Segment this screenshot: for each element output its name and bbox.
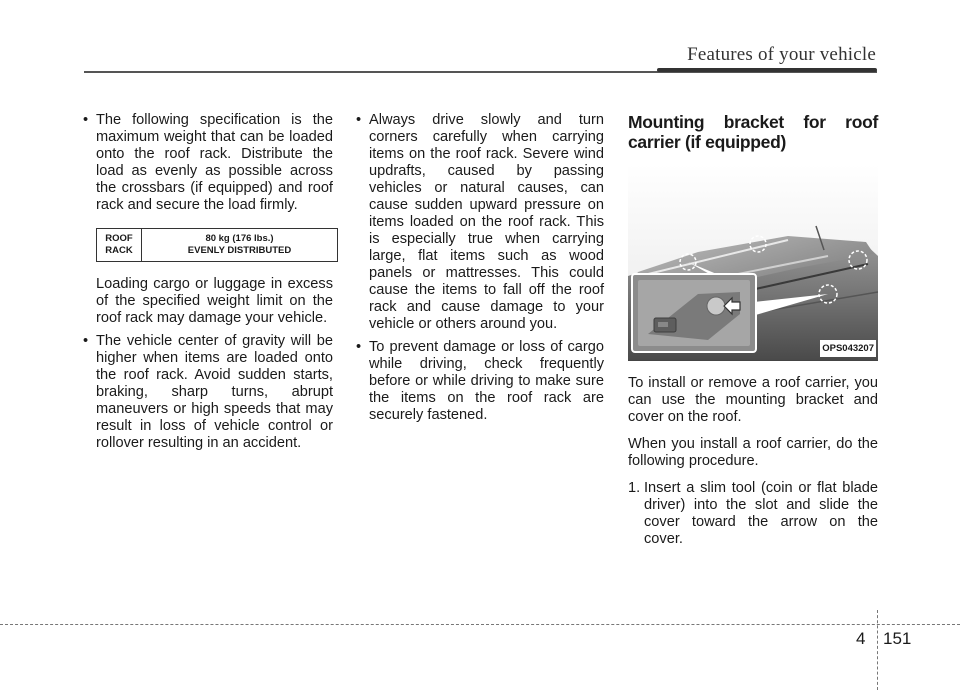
text-line: maximum weight that can be [96,129,290,145]
spec-value-line: EVENLY DISTRIBUTED [187,245,292,256]
spec-value-line: 80 kg (176 lbs.) [205,233,274,244]
column-2 [356,112,604,430]
text-line: possible across the crossbars (if [96,163,333,196]
header-title: Features of your vehicle [687,44,876,65]
spec-key-cell [97,229,142,262]
text-line: Distribute the load as evenly as [96,146,334,179]
page-number: 151 [883,629,912,648]
roof-rack-spec-table [96,228,338,262]
step-1 [628,480,878,548]
figure-code: OPS043207 [820,340,876,357]
load-warning-text: Loading cargo or luggage in excess of the specified weight limit on the roof rack may damage your vehicle. [96,276,333,326]
step-number: 1. [628,480,641,496]
spec-key-line: ROOF [105,233,133,244]
text-line: secure the load firmly. [156,197,298,213]
paragraph-intro: To install or remove a roof carrier, you can use the mounting bracket and cover on the roof. [628,375,878,425]
roof-bracket-figure [628,164,878,361]
bullet-text: Always drive slowly and turn corners carefully when carrying items on the roof rack. Severe wind updrafts, caused by passing vehicles or natural causes, can cause sudden upward pressure on items loaded on the roof rack. This is especially true when carrying large, flat items such as wood panels or mattresses. This could cause the items to fall off the roof rack and cause damage to your vehicle or others around you. [369,112,604,332]
column-1 [83,112,333,458]
chapter-number: 4 [856,629,866,648]
text-line: The following specification is the [96,112,333,128]
bullet-prevent-loss [356,339,604,424]
text-line: loaded onto the roof rack. [96,129,333,162]
footer-divider [877,610,878,690]
footer-rule [0,624,960,625]
header-rule-accent [657,68,877,72]
bullet-text: To prevent damage or loss of cargo while driving, check frequently before or while driving to make sure the items on the roof rack are securely fastened. [369,339,604,423]
text-line: equipped) and roof rack and [96,180,333,213]
column-3 [628,112,878,548]
spec-key-line: RACK [105,245,133,256]
roof-illustration [628,164,878,360]
bullet-center-gravity [83,333,333,452]
bullet-drive-slowly [356,112,604,333]
paragraph-procedure: When you install a roof carrier, do the following procedure. [628,436,878,469]
bullet-load-spec [83,112,333,214]
spec-value-cell [142,229,338,262]
section-title: Mounting bracket for roof carrier (if equipped) [628,112,878,152]
bullet-text: The vehicle center of gravity will be higher when items are loaded onto the roof rack. Avoid sudden starts, braking, sharp turns, abrupt maneuvers or high speeds that may result in loss of vehicle control or rollover resulting in an accident. [96,333,333,451]
step-text: Insert a slim tool (coin or flat blade driver) into the slot and slide the cover toward the arrow on the cover. [644,480,878,547]
